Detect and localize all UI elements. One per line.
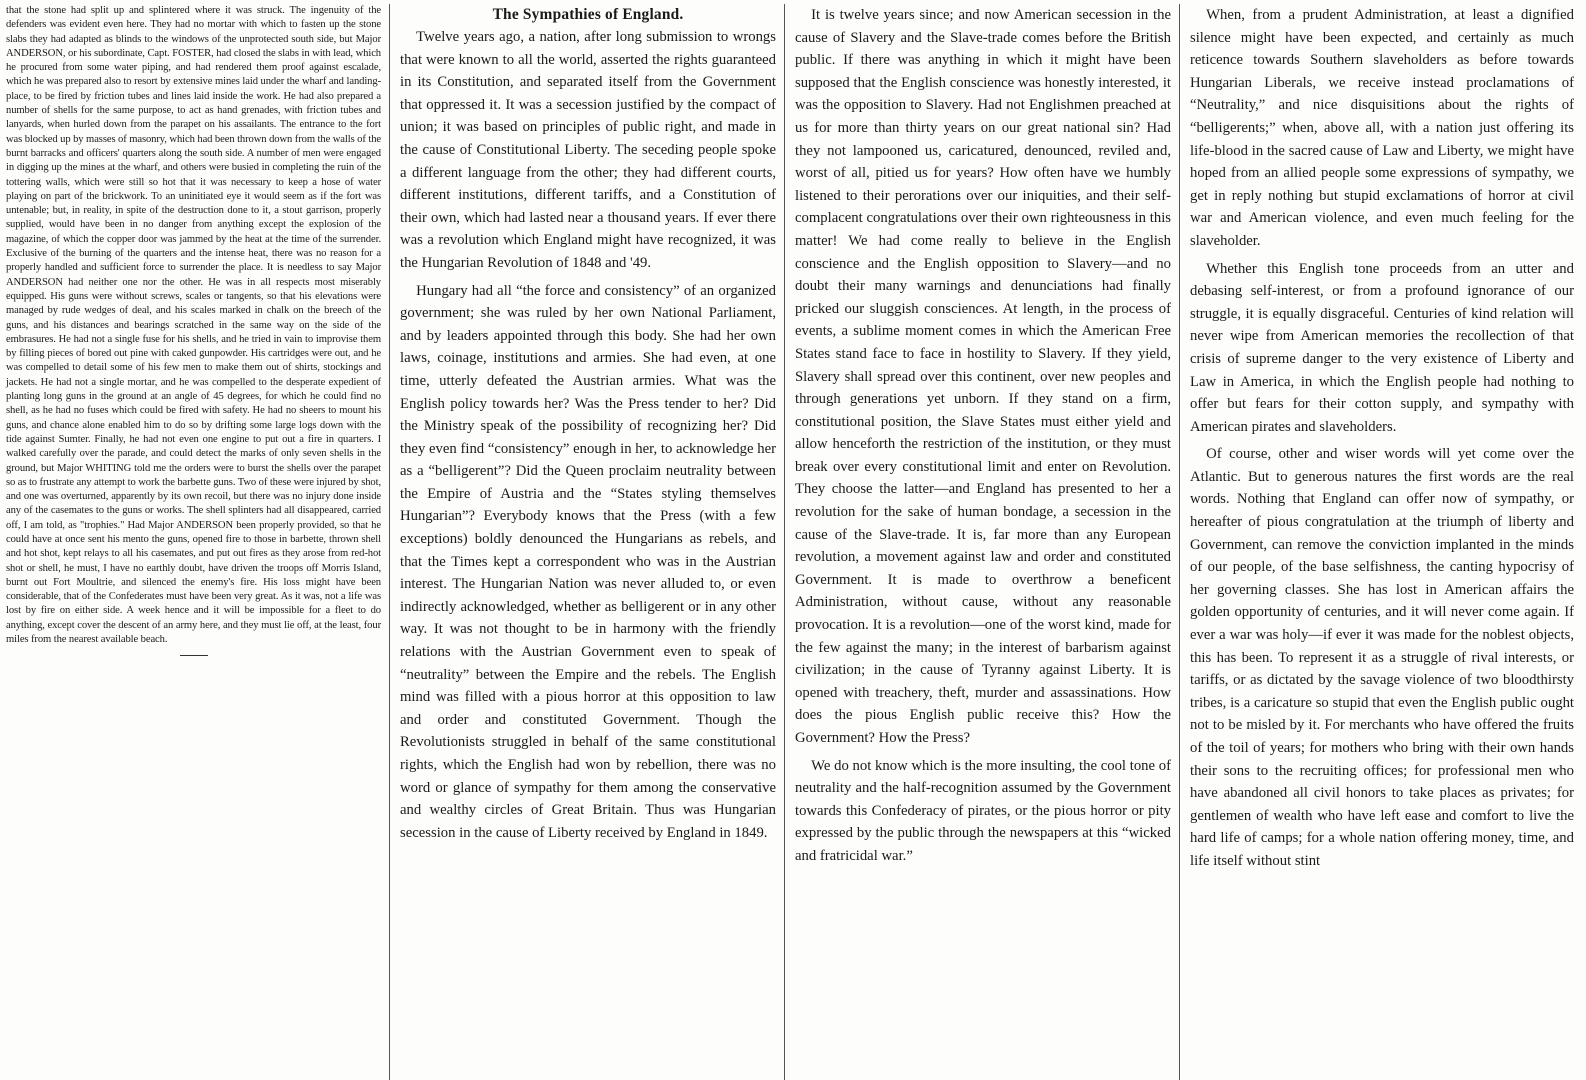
column-4-continuation <box>1179 4 1576 1080</box>
column-1-paragraph: that the stone had split up and splintered where it was struck. The ingenuity of the defenders was evident even here. They had no mortar with which to fasten up the stone slabs they had adapted as blinds to the windows of the unprotected south side, but Major ANDERSON, or his subordinate, Capt. FOSTER, had closed the slabs in with lead, which he procured from some water piping, and had rendered them proof against escalade, which he was prepared also to resort by extensive mines laid under the wharf and landing-place, to be fired by friction tubes and lines laid inside the work. He had also prepared a number of shells for the same purpose, to act as hand grenades, with friction tubes and lanyards, when hurled down from the parapet on his assailants. The entrance to the fort was blocked up by masses of masonry, which had been thrown down from the walls of the burnt barracks and officers' quarters along the south side. A number of men were engaged in digging up the mines at the wharf, and others were busied in completing the ruin of the tottering walls, which were still so hot that it was necessary to keep a hose of water playing on part of the brickwork. To an uninitiated eye it would seem as if the fort was untenable; but, in reality, in spite of the destruction done to it, a stout garrison, properly supplied, would have been in no danger from anything except the explosion of the magazine, of which the copper door was jammed by the heat at the time of the surrender. Exclusive of the burning of the quarters and the intense heat, there was no reason for a properly handled and sufficient force to surrender the place. It is needless to say Major ANDERSON had neither one nor the other. He was in all respects most miserably equipped. His guns were without screws, scales or tangents, so that his elevations were managed by rude wedges of deal, and his scales marked in chalk on the breech of the guns, and his distances and bearings scratched in the same way on the side of the embrasures. He had not a single fuse for his shells, and he tried in vain to improvise them by filling pieces of bored out pine with caked gunpowder. His cartridges were out, and he was compelled to detail some of his few men to make them out of shirts, stockings and jackets. He had not a single mortar, and he was compelled to the desperate expedient of planting long guns in the ground at an angle of 45 degrees, for which he could find no shell, as he had no fuses which could be fired with safety. He had no sheers to mount his guns, and chance alone enabled him to do so by drifting some large logs down with the tide against Sumter. Finally, he had not even one engine to put out a fire in quarters. I walked carefully over the parade, and could detect the marks of only seven shells in the ground, but Major WHITING told me the orders were to burst the shells over the parapet so as to frustrate any attempt to work the barbette guns. Two of these were injured by shot, and one was overturned, apparently by its own recoil, but there was no injury done inside any of the casemates to the guns or works. The shell splinters had all disappeared, carried off, I am told, as "trophies." Had Major ANDERSON been properly provided, so that he could have at once sent his mento the guns, opened fire to those in barbette, thrown shell and hot shot, kept relays to all his casemates, and put out fires as they arose from red-hot shot or shell, he must, I have no earthly doubt, have driven the troops off Morris Island, burnt out Fort Moultrie, and silenced the enemy's fire. His loss might have been considerable, that of the Confederates must have been very great. As it was, not a life was lost by fire on either side. A week hence and it will be impossible for a fleet to do anything, except cover the descent of an army here, and they must lie off, at the least, four miles from the nearest available beach. <box>6 5 381 646</box>
column-2-sympathies-of-england <box>389 4 784 1080</box>
column-2-paragraph-2: Hungary had all “the force and consistency” of an organized government; she was ruled by her own National Parliament, and by leaders appointed through this body. She had her own laws, coinage, institutions and armies. She had even, at one time, utterly defeated the Austrian armies. What was the English policy towards her? Was the Press tender to her? Did the Ministry speak of the possibility of recognizing her? Did they even find “consistency” enough in her, to acknowledge her as a “belligerent”? Did the Queen proclaim neutrality between the Empire of Austria and the “States styling themselves Hungarian”? Everybody knows that the Press (with a few exceptions) boldly denounced the Hungarians as rebels, and that the Times kept a correspondent who was in the Austrian interest. The Hungarian Nation was never alluded to, or even indirectly acknowledged, whether as belligerent or in any other way. It was not thought to be in harmony with the friendly relations with the Austrian Government even to speak of “neutrality” between the Empire and the rebels. The English mind was filled with a pious horror at this opposition to law and order and constituted Government. Though the Revolutionists struggled in behalf of the same constitutional rights, which the English had won by rebellion, there was no word or glance of sympathy for them among the conservative and wealthy circles of Great Britain. Thus was Hungarian secession in the cause of Liberty received by England in 1849. <box>400 282 776 841</box>
column-4-paragraph-3: Of course, other and wiser words will yet come over the Atlantic. But to generous natures the first words are the real words. Nothing that England can offer now of sympathy, or hereafter of pious congratulation at the triumph of liberty and Government, can remove the conviction implanted in the minds of our people, of the base selfishness, the canting hypocrisy of her governing classes. She has lost in American affairs the golden opportunity of centuries, and it will never come again. If ever a war was holy—if ever it was made for the noblest objects, this has been. To represent it as a struggle of rival interests, or tariffs, or as dictated by the savage violence of two bloodthirsty tribes, is a caricature so stupid that even the English public ought not to be misled by it. For merchants who have offered the fruits of the toil of years; for mothers who bring with their own hands their sons to the recruiting offices; for professional men who have abandoned all civil honors to take places as privates; for gentlemen of wealth who have left ease and comfort to live the hard life of camps; for a whole nation offering money, time, and life itself without stint <box>1190 446 1574 869</box>
column-4-paragraph-1: When, from a prudent Administration, at least a dignified silence might have been expected, and certainly as much reticence towards Southern slaveholders as before towards Hungarian Liberals, we receive instead proclamations of “Neutrality,” and nice disquisitions about the rights of “belligerents;” when, above all, with a nation just offering its life-blood in the sacred cause of Law and Liberty, we might have hoped from an allied people some expressions of sympathy, we get in reply nothing but stupid exclamations of horror at civil war and American violence, and even much feeling for the slaveholder. <box>1190 7 1574 249</box>
column-3-continuation <box>784 4 1179 1080</box>
column-3-paragraph-1: It is twelve years since; and now American secession in the cause of Slavery and the Slave-trade comes before the British public. If there was anything in which it might have been supposed that the English conscience was honestly interested, it was the opposition to Slavery. Had not Englishmen preached at us for more than thirty years on our great national sin? Had they not lampooned us, caricatured, denounced, reviled and, worst of all, pitied us for years? How often have we humbly listened to their perorations over our iniquities, and their self-complacent congratulations over their own righteousness in this matter! We had come really to believe in the English conscience and the English opposition to Slavery—and no doubt their many warnings and denunciations had finally pricked our sluggish consciences. At length, in the process of events, a sublime moment comes in which the American Free States stand face to face in hostility to Slavery. If they yield, Slavery shall spread over this continent, over new peoples and through generations yet unborn. If they stand on a firm, constitutional position, the Slave States must either yield and allow henceforth the restriction of the institution, or they must break over every constitutional limit and enter on Revolution. They choose the latter—and England has presented to her a revolution for the sake of human bondage, a secession in the cause of the Slave-trade. It is, far more than any European revolution, a movement against law and order and constituted Government. It is made to overthrow a beneficent Administration, without cause, without any reasonable provocation. It is a revolution—one of the worst kind, made for the few against the many; in the interest of barbarism against civilization; in the cause of Tyranny against Liberty. It is opened with treachery, theft, murder and assassinations. How does the pious English public receive this? How the Government? How the Press? <box>795 7 1171 746</box>
column-3-paragraph-2: We do not know which is the more insulting, the cool tone of neutrality and the half-recognition assumed by the Government towards this Confederacy of pirates, or the pious horror or pity expressed by the public through the newspapers at this “wicked and fratricidal war.” <box>795 757 1171 864</box>
article-headline: The Sympathies of England. <box>492 6 684 23</box>
column-4-paragraph-2: Whether this English tone proceeds from an utter and debasing self-interest, or from a profound ignorance of our struggle, it is equally disgraceful. Centuries of kind relation will never wipe from American memories the recollection of that crisis of supreme danger to the very existence of Liberty and Law in America, in which the English people had nothing to offer but fears for their cotton supply, and sympathy with American pirates and slaveholders. <box>1190 260 1574 435</box>
column-2-paragraph-1: Twelve years ago, a nation, after long submission to wrongs that were known to all the world, asserted the rights guaranteed in its Constitution, and separated itself from the Government that oppressed it. It was a secession justified by the compact of union; it was based on principles of public right, and made in the cause of Constitutional Liberty. The seceding people spoke a different language from the other; they had different courts, different institutions, different tariffs, and a Constitution of their own, which had lasted near a thousand years. If ever there was a revolution which England might have recognized, it was the Hungarian Revolution of 1848 and '49. <box>400 29 776 271</box>
article-end-rule <box>180 655 208 656</box>
column-1-fort-sumter-report <box>4 4 389 1080</box>
